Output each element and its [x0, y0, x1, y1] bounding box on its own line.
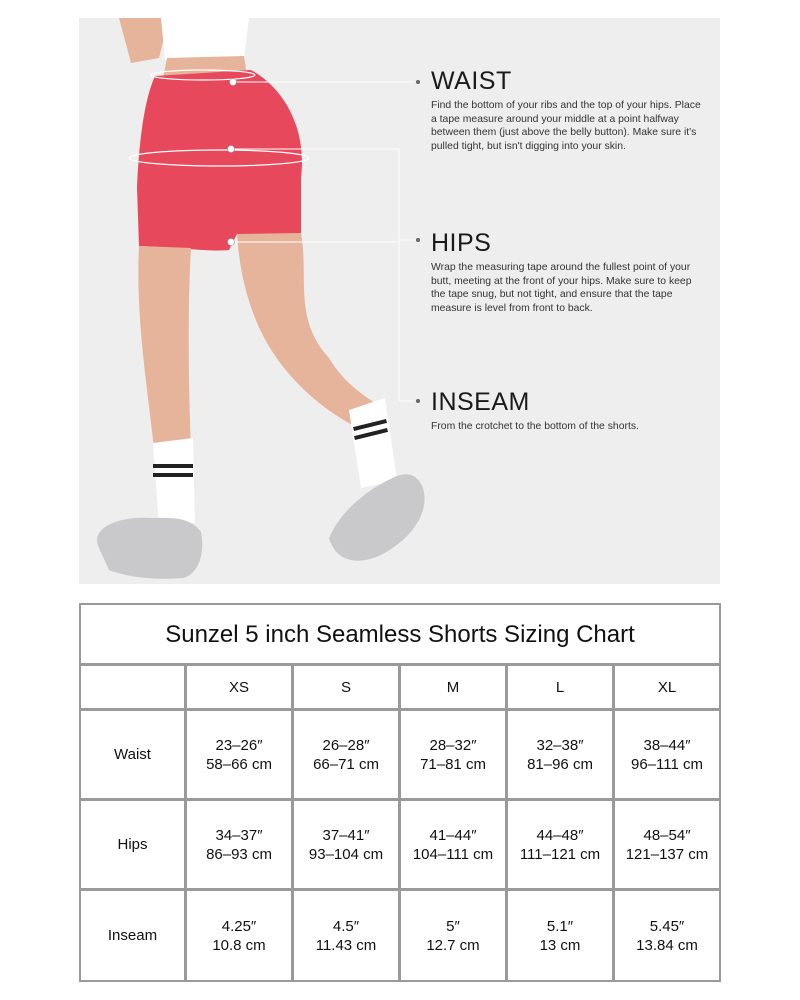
hips-dot	[228, 146, 235, 153]
waist-guide	[431, 67, 701, 153]
row-label-hips: Hips	[81, 801, 184, 888]
waist-title: WAIST	[431, 67, 512, 95]
sizing-chart-table	[79, 603, 721, 982]
right-leg-shape	[237, 233, 387, 433]
table-cell: 26–28″ 66–71 cm	[294, 711, 398, 798]
table-cell: 44–48″ 111–121 cm	[508, 801, 612, 888]
size-header-m: M	[401, 666, 505, 708]
table-cell: 4.5″ 11.43 cm	[294, 891, 398, 980]
table-cell: 34–37″ 86–93 cm	[187, 801, 291, 888]
left-sneaker-shape	[97, 518, 202, 579]
header-corner	[81, 666, 184, 708]
chart-title: Sunzel 5 inch Seamless Shorts Sizing Chart	[81, 605, 719, 663]
shorts-shape	[137, 70, 302, 251]
inseam-description: From the crotchet to the bottom of the shorts.	[431, 421, 639, 432]
table-cell: 5.45″ 13.84 cm	[615, 891, 719, 980]
table-cell: 5.1″ 13 cm	[508, 891, 612, 980]
inseam-end-dot	[416, 399, 420, 403]
crop-top-shape	[161, 18, 249, 60]
inseam-guide	[431, 388, 701, 434]
row-label-inseam: Inseam	[81, 891, 184, 980]
table-cell: 4.25″ 10.8 cm	[187, 891, 291, 980]
table-cell: 48–54″ 121–137 cm	[615, 801, 719, 888]
left-sock-stripe	[153, 473, 193, 477]
right-sneaker-shape	[329, 474, 425, 560]
table-cell: 41–44″ 104–111 cm	[401, 801, 505, 888]
inseam-title: INSEAM	[431, 388, 530, 416]
left-leg-shape	[138, 246, 191, 458]
arm-shape	[119, 18, 169, 63]
right-sock-shape	[349, 398, 397, 488]
table-cell: 23–26″ 58–66 cm	[187, 711, 291, 798]
table-cell: 38–44″ 96–111 cm	[615, 711, 719, 798]
waist-dot	[230, 79, 237, 86]
hips-end-dot	[416, 238, 420, 242]
product-photo-panel	[79, 18, 720, 584]
hips-description: Wrap the measuring tape around the fullest point of your butt, meeting at the front of your hips. Make sure to keep the tape snug, but not tight, and ensure that the tape measure is level from front to back.	[431, 262, 692, 314]
hips-guide	[431, 229, 701, 315]
table-cell: 28–32″ 71–81 cm	[401, 711, 505, 798]
table-cell: 5″ 12.7 cm	[401, 891, 505, 980]
inseam-dot	[228, 239, 235, 246]
size-header-xs: XS	[187, 666, 291, 708]
size-header-l: L	[508, 666, 612, 708]
left-sock-stripe	[153, 464, 193, 468]
table-cell: 37–41″ 93–104 cm	[294, 801, 398, 888]
table-cell: 32–38″ 81–96 cm	[508, 711, 612, 798]
hips-title: HIPS	[431, 229, 492, 257]
size-header-xl: XL	[615, 666, 719, 708]
row-label-waist: Waist	[81, 711, 184, 798]
left-sock-shape	[153, 438, 195, 526]
waist-description: Find the bottom of your ribs and the top of your hips. Place a tape measure around your middle at a point halfway between them (just above the belly button). Make sure it's pulled tight, but isn't digging into your skin.	[431, 100, 701, 152]
size-header-s: S	[294, 666, 398, 708]
waist-end-dot	[416, 80, 420, 84]
